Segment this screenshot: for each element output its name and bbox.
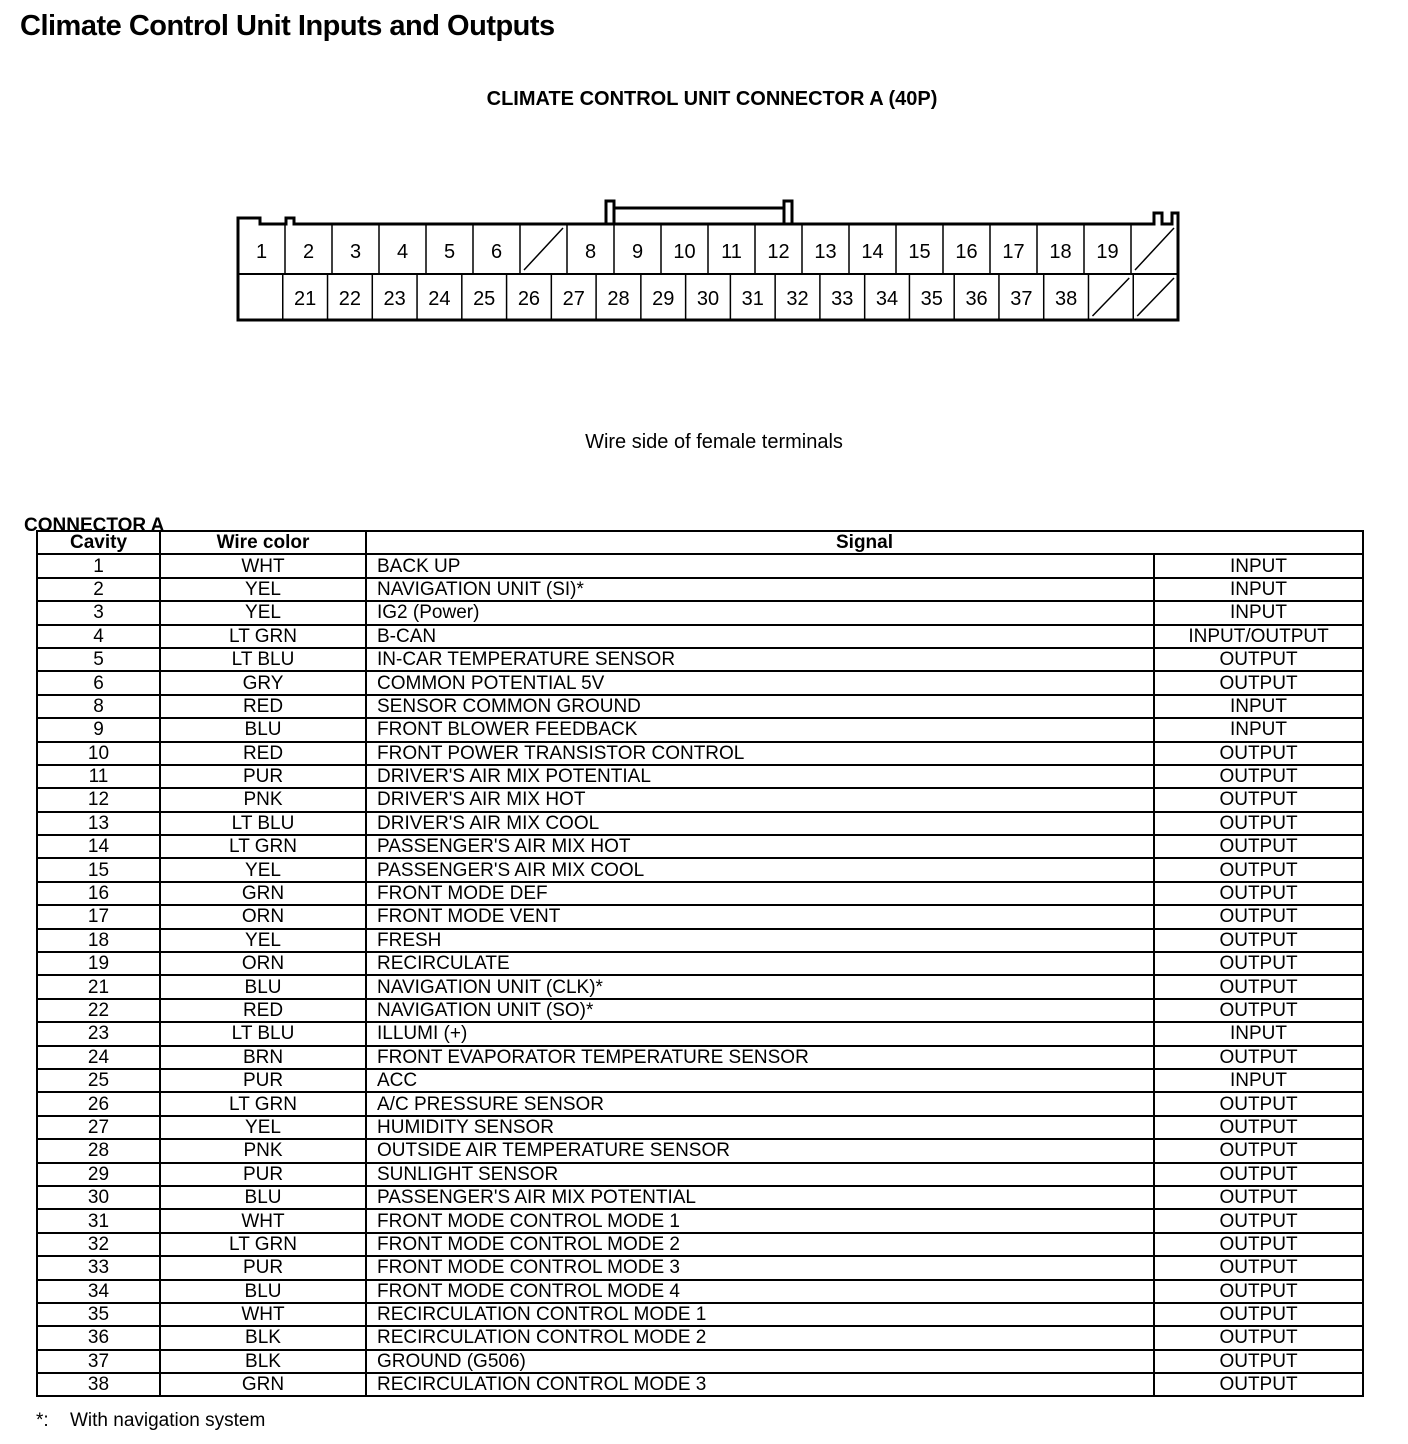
direction-cell: INPUT/OUTPUT	[1154, 625, 1363, 648]
cavity-cell: 16	[37, 882, 160, 905]
direction-cell: OUTPUT	[1154, 1350, 1363, 1373]
signal-cell: COMMON POTENTIAL 5V	[366, 671, 1154, 694]
table-row	[37, 648, 1363, 671]
direction-cell: OUTPUT	[1154, 648, 1363, 671]
direction-cell: OUTPUT	[1154, 1233, 1363, 1256]
cavity-cell: 2	[37, 578, 160, 601]
cavity-14: 14	[861, 241, 884, 263]
wire-color-cell: LT GRN	[160, 835, 366, 858]
direction-cell: OUTPUT	[1154, 882, 1363, 905]
signal-cell: FRONT BLOWER FEEDBACK	[366, 718, 1154, 741]
unused-cavity-mark	[1135, 228, 1174, 270]
table-row	[37, 1163, 1363, 1186]
cavity-19: 19	[1096, 241, 1119, 263]
signal-cell: FRONT MODE VENT	[366, 905, 1154, 928]
table-row	[37, 1046, 1363, 1069]
signal-cell: NAVIGATION UNIT (CLK)*	[366, 975, 1154, 998]
wire-color-cell: LT GRN	[160, 1233, 366, 1256]
wire-color-cell: ORN	[160, 905, 366, 928]
table-row	[37, 671, 1363, 694]
table-row	[37, 929, 1363, 952]
signal-cell: A/C PRESSURE SENSOR	[366, 1092, 1154, 1115]
table-row	[37, 905, 1363, 928]
direction-cell: OUTPUT	[1154, 1303, 1363, 1326]
signal-cell: SENSOR COMMON GROUND	[366, 695, 1154, 718]
footnote	[36, 1410, 265, 1432]
cavity-38: 38	[1054, 288, 1078, 310]
signal-cell: IG2 (Power)	[366, 601, 1154, 624]
direction-cell: OUTPUT	[1154, 1209, 1363, 1232]
direction-cell: OUTPUT	[1154, 835, 1363, 858]
cavity-28: 28	[607, 288, 630, 310]
direction-cell: OUTPUT	[1154, 812, 1363, 835]
wire-color-cell: GRN	[160, 1373, 366, 1396]
cavity-cell: 24	[37, 1046, 160, 1069]
table-row	[37, 765, 1363, 788]
signal-cell: RECIRCULATE	[366, 952, 1154, 975]
connector-caption: Wire side of female terminals	[585, 431, 843, 453]
signal-cell: DRIVER'S AIR MIX HOT	[366, 788, 1154, 811]
cavity-cell: 6	[37, 671, 160, 694]
table-row	[37, 1350, 1363, 1373]
cavity-cell: 32	[37, 1233, 160, 1256]
cavity-cell: 30	[37, 1186, 160, 1209]
direction-cell: OUTPUT	[1154, 1186, 1363, 1209]
cavity-2: 2	[302, 241, 315, 263]
direction-cell: OUTPUT	[1154, 742, 1363, 765]
signal-cell: BACK UP	[366, 554, 1154, 577]
direction-cell: OUTPUT	[1154, 1280, 1363, 1303]
cavity-1: 1	[255, 241, 268, 263]
wire-color-cell: BRN	[160, 1046, 366, 1069]
cavity-6: 6	[490, 241, 503, 263]
connector-title: CLIMATE CONTROL UNIT CONNECTOR A (40P)	[486, 88, 938, 110]
wire-color-cell: YEL	[160, 578, 366, 601]
cavity-cell: 5	[37, 648, 160, 671]
table-row	[37, 1116, 1363, 1139]
direction-cell: INPUT	[1154, 1069, 1363, 1092]
table-row	[37, 882, 1363, 905]
wire-color-cell: BLK	[160, 1326, 366, 1349]
wire-color-cell: PUR	[160, 1069, 366, 1092]
signal-cell: FRONT MODE CONTROL MODE 3	[366, 1256, 1154, 1279]
direction-cell: OUTPUT	[1154, 1373, 1363, 1396]
cavity-cell: 19	[37, 952, 160, 975]
signal-cell: FRONT EVAPORATOR TEMPERATURE SENSOR	[366, 1046, 1154, 1069]
cavity-cell: 25	[37, 1069, 160, 1092]
wire-color-cell: YEL	[160, 929, 366, 952]
signal-cell: FRONT MODE DEF	[366, 882, 1154, 905]
cavity-21: 21	[294, 288, 317, 310]
table-row	[37, 999, 1363, 1022]
signal-cell: FRESH	[366, 929, 1154, 952]
signal-cell: HUMIDITY SENSOR	[366, 1116, 1154, 1139]
wire-color-cell: LT BLU	[160, 648, 366, 671]
wire-color-cell: PNK	[160, 1139, 366, 1162]
cavity-18: 18	[1049, 241, 1072, 263]
cavity-12: 12	[767, 241, 790, 263]
wire-color-cell: GRY	[160, 671, 366, 694]
cavity-17: 17	[1002, 241, 1025, 263]
header-signal: Signal	[366, 531, 1363, 554]
cavity-cell: 22	[37, 999, 160, 1022]
cavity-32: 32	[786, 288, 809, 310]
cavity-3: 3	[349, 241, 362, 263]
wire-color-cell: BLU	[160, 718, 366, 741]
cavity-cell: 21	[37, 975, 160, 998]
cavity-13: 13	[814, 241, 837, 263]
direction-cell: OUTPUT	[1154, 1139, 1363, 1162]
cavity-37: 37	[1010, 288, 1033, 310]
cavity-cell: 3	[37, 601, 160, 624]
signal-cell: RECIRCULATION CONTROL MODE 2	[366, 1326, 1154, 1349]
cavity-24: 24	[428, 288, 451, 310]
direction-cell: OUTPUT	[1154, 975, 1363, 998]
cavity-cell: 35	[37, 1303, 160, 1326]
table-row	[37, 1186, 1363, 1209]
direction-cell: OUTPUT	[1154, 1163, 1363, 1186]
wire-color-cell: YEL	[160, 1116, 366, 1139]
cavity-cell: 31	[37, 1209, 160, 1232]
table-row	[37, 858, 1363, 881]
signal-cell: NAVIGATION UNIT (SO)*	[366, 999, 1154, 1022]
wire-color-cell: BLK	[160, 1350, 366, 1373]
table-row	[37, 812, 1363, 835]
table-row	[37, 1233, 1363, 1256]
cavity-5: 5	[443, 241, 456, 263]
table-row	[37, 1373, 1363, 1396]
cavity-cell: 27	[37, 1116, 160, 1139]
signal-cell: ILLUMI (+)	[366, 1022, 1154, 1045]
footnote-marker: *:	[36, 1410, 49, 1431]
signal-cell: RECIRCULATION CONTROL MODE 3	[366, 1373, 1154, 1396]
unused-cavity-mark	[524, 228, 563, 270]
signal-cell: NAVIGATION UNIT (SI)*	[366, 578, 1154, 601]
cavity-cell: 4	[37, 625, 160, 648]
table-label: CONNECTOR A	[24, 515, 165, 536]
signal-cell: OUTSIDE AIR TEMPERATURE SENSOR	[366, 1139, 1154, 1162]
wire-color-cell: PUR	[160, 765, 366, 788]
signal-cell: DRIVER'S AIR MIX POTENTIAL	[366, 765, 1154, 788]
signal-cell: DRIVER'S AIR MIX COOL	[366, 812, 1154, 835]
wire-color-cell: LT GRN	[160, 1092, 366, 1115]
direction-cell: OUTPUT	[1154, 905, 1363, 928]
table-header-row	[37, 531, 1363, 554]
unused-cavity-mark	[1092, 278, 1129, 316]
table-row	[37, 1303, 1363, 1326]
signal-cell: SUNLIGHT SENSOR	[366, 1163, 1154, 1186]
direction-cell: OUTPUT	[1154, 952, 1363, 975]
cavity-cell: 14	[37, 835, 160, 858]
wire-color-cell: LT BLU	[160, 812, 366, 835]
cavity-cell: 37	[37, 1350, 160, 1373]
direction-cell: OUTPUT	[1154, 765, 1363, 788]
cavity-cell: 18	[37, 929, 160, 952]
cavity-cell: 12	[37, 788, 160, 811]
signal-cell: PASSENGER'S AIR MIX POTENTIAL	[366, 1186, 1154, 1209]
cavity-cell: 33	[37, 1256, 160, 1279]
wire-color-cell: PUR	[160, 1163, 366, 1186]
pinout-table	[36, 530, 1364, 1397]
wire-color-cell: BLU	[160, 1186, 366, 1209]
cavity-26: 26	[517, 288, 541, 310]
page-title: Climate Control Unit Inputs and Outputs	[20, 10, 555, 42]
wire-color-cell: ORN	[160, 952, 366, 975]
direction-cell: INPUT	[1154, 695, 1363, 718]
direction-cell: OUTPUT	[1154, 999, 1363, 1022]
cavity-cell: 38	[37, 1373, 160, 1396]
wire-color-cell: RED	[160, 742, 366, 765]
connector-diagram	[236, 196, 1182, 324]
direction-cell: OUTPUT	[1154, 1046, 1363, 1069]
wire-color-cell: LT BLU	[160, 1022, 366, 1045]
table-row	[37, 1326, 1363, 1349]
wire-color-cell: WHT	[160, 554, 366, 577]
table-row	[37, 695, 1363, 718]
table-row	[37, 1069, 1363, 1092]
cavity-cell: 1	[37, 554, 160, 577]
header-cavity: Cavity	[37, 531, 160, 554]
cavity-cell: 29	[37, 1163, 160, 1186]
cavity-25: 25	[473, 288, 496, 310]
table-row	[37, 718, 1363, 741]
table-row	[37, 1209, 1363, 1232]
wire-color-cell: PNK	[160, 788, 366, 811]
cavity-cell: 28	[37, 1139, 160, 1162]
table-row	[37, 601, 1363, 624]
cavity-15: 15	[908, 241, 931, 263]
cavity-cell: 23	[37, 1022, 160, 1045]
wire-color-cell: LT GRN	[160, 625, 366, 648]
cavity-36: 36	[965, 288, 988, 310]
direction-cell: OUTPUT	[1154, 1116, 1363, 1139]
table-row	[37, 835, 1363, 858]
direction-cell: INPUT	[1154, 718, 1363, 741]
table-row	[37, 742, 1363, 765]
direction-cell: OUTPUT	[1154, 671, 1363, 694]
signal-cell: PASSENGER'S AIR MIX HOT	[366, 835, 1154, 858]
cavity-cell: 11	[37, 765, 160, 788]
cavity-16: 16	[955, 241, 978, 263]
cavity-cell: 26	[37, 1092, 160, 1115]
cavity-33: 33	[831, 288, 854, 310]
cavity-30: 30	[696, 288, 720, 310]
direction-cell: OUTPUT	[1154, 1326, 1363, 1349]
cavity-cell: 10	[37, 742, 160, 765]
signal-cell: ACC	[366, 1069, 1154, 1092]
cavity-4: 4	[396, 241, 409, 263]
cavity-cell: 15	[37, 858, 160, 881]
direction-cell: INPUT	[1154, 601, 1363, 624]
table-row	[37, 554, 1363, 577]
wire-color-cell: GRN	[160, 882, 366, 905]
cavity-cell: 34	[37, 1280, 160, 1303]
wire-color-cell: YEL	[160, 858, 366, 881]
header-wire-color: Wire color	[160, 531, 366, 554]
cavity-11: 11	[721, 241, 742, 263]
table-row	[37, 1256, 1363, 1279]
direction-cell: INPUT	[1154, 1022, 1363, 1045]
direction-cell: OUTPUT	[1154, 858, 1363, 881]
cavity-cell: 9	[37, 718, 160, 741]
direction-cell: OUTPUT	[1154, 788, 1363, 811]
wire-color-cell: PUR	[160, 1256, 366, 1279]
signal-cell: PASSENGER'S AIR MIX COOL	[366, 858, 1154, 881]
table-row	[37, 578, 1363, 601]
wire-color-cell: YEL	[160, 601, 366, 624]
table-row	[37, 1022, 1363, 1045]
wire-color-cell: BLU	[160, 975, 366, 998]
cavity-9: 9	[631, 241, 644, 263]
cavity-23: 23	[383, 288, 406, 310]
cavity-cell: 36	[37, 1326, 160, 1349]
signal-cell: RECIRCULATION CONTROL MODE 1	[366, 1303, 1154, 1326]
table-row	[37, 788, 1363, 811]
direction-cell: OUTPUT	[1154, 1092, 1363, 1115]
table-row	[37, 625, 1363, 648]
table-row	[37, 1139, 1363, 1162]
wire-color-cell: RED	[160, 999, 366, 1022]
signal-cell: B-CAN	[366, 625, 1154, 648]
cavity-31: 31	[741, 288, 764, 310]
table-row	[37, 975, 1363, 998]
cavity-35: 35	[920, 288, 943, 310]
signal-cell: FRONT MODE CONTROL MODE 2	[366, 1233, 1154, 1256]
cavity-27: 27	[562, 288, 585, 310]
direction-cell: INPUT	[1154, 554, 1363, 577]
table-row	[37, 1092, 1363, 1115]
signal-cell: FRONT POWER TRANSISTOR CONTROL	[366, 742, 1154, 765]
signal-cell: IN-CAR TEMPERATURE SENSOR	[366, 648, 1154, 671]
direction-cell: OUTPUT	[1154, 929, 1363, 952]
table-row	[37, 952, 1363, 975]
cavity-34: 34	[875, 288, 899, 310]
direction-cell: OUTPUT	[1154, 1256, 1363, 1279]
cavity-cell: 8	[37, 695, 160, 718]
wire-color-cell: RED	[160, 695, 366, 718]
cavity-8: 8	[584, 241, 597, 263]
connector-face	[236, 196, 1182, 324]
signal-cell: FRONT MODE CONTROL MODE 1	[366, 1209, 1154, 1232]
signal-cell: FRONT MODE CONTROL MODE 4	[366, 1280, 1154, 1303]
cavity-29: 29	[652, 288, 675, 310]
cavity-cell: 13	[37, 812, 160, 835]
table-row	[37, 1280, 1363, 1303]
cavity-cell: 17	[37, 905, 160, 928]
direction-cell: INPUT	[1154, 578, 1363, 601]
cavity-22: 22	[338, 288, 362, 310]
signal-cell: GROUND (G506)	[366, 1350, 1154, 1373]
cavity-10: 10	[673, 241, 696, 263]
footnote-text: With navigation system	[69, 1410, 266, 1431]
wire-color-cell: WHT	[160, 1303, 366, 1326]
unused-cavity-mark	[1137, 278, 1174, 316]
wire-color-cell: WHT	[160, 1209, 366, 1232]
wire-color-cell: BLU	[160, 1280, 366, 1303]
